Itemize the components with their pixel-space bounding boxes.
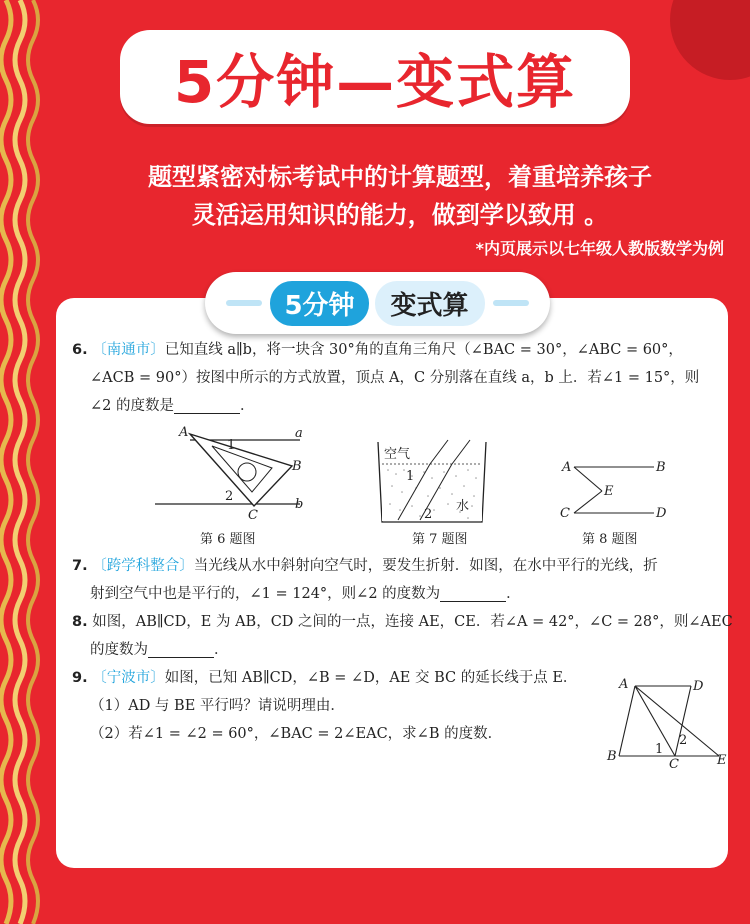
question-number: 6.	[72, 342, 88, 358]
label-b-line: b	[295, 497, 304, 512]
angle-2-label: 2	[679, 733, 688, 748]
label-c-point: C	[248, 508, 258, 522]
question-text: 已知直线 a∥b，将一块含 30°角的直角三角尺（∠BAC = 30°，∠ABC = 60°，	[164, 342, 683, 358]
question-text: ．	[506, 586, 521, 602]
question-text: ∠ACB = 90°）按图中所示的方式放置，顶点 A，C 分别落在直线 a，b 上．若∠1 = 15°，则	[90, 370, 700, 386]
gold-ribbon-decoration	[0, 0, 42, 924]
label-e: E	[604, 484, 614, 499]
question-text: 当光线从水中斜射向空气时，要发生折射．如图，在水中平行的光线，折	[193, 558, 658, 574]
source-tag: 〔跨学科整合〕	[92, 558, 194, 574]
label-a: A	[619, 677, 629, 692]
question-number: 8.	[72, 614, 88, 630]
source-tag: 〔南通市〕	[92, 342, 165, 358]
badge-time-label: 5分钟	[270, 281, 368, 326]
figure-7-caption: 第 7 题图	[412, 532, 468, 547]
subtitle-line-2: 灵活运用知识的能力，做到学以致用 。	[191, 201, 609, 229]
question-text: ∠2 的度数是	[90, 398, 174, 414]
figure-7-diagram	[372, 436, 492, 526]
label-d: D	[693, 679, 704, 694]
section-badge	[205, 272, 550, 334]
figure-9-diagram	[605, 674, 730, 769]
air-label: 空气	[384, 447, 411, 462]
label-b-point: B	[292, 459, 302, 474]
corner-decoration	[670, 0, 750, 80]
question-text: （2）若∠1 = ∠2 = 60°，∠BAC = 2∠EAC，求∠B 的度数．	[90, 726, 503, 742]
source-tag: 〔宁波市〕	[92, 670, 165, 686]
answer-blank	[148, 643, 214, 658]
question-text: ．	[239, 398, 255, 414]
badge-decoration	[493, 300, 529, 306]
angle-1-label: 1	[655, 742, 664, 757]
question-6	[72, 336, 699, 420]
question-text: 如图，AB∥CD，E 为 AB，CD 之间的一点，连接 AE，CE．若∠A = 42°，∠C = 28°，则∠AEC	[92, 614, 733, 630]
page-title: 5分钟—变式算	[173, 48, 577, 116]
label-b: B	[656, 460, 666, 475]
answer-blank	[174, 399, 240, 414]
answer-blank	[440, 587, 506, 602]
question-text: 射到空气中也是平行的，∠1 = 124°，则∠2 的度数为	[90, 586, 441, 602]
label-a-line: a	[295, 426, 303, 441]
badge-topic-label: 变式算	[375, 281, 485, 326]
question-text: 如图，已知 AB∥CD，∠B = ∠D，AE 交 BC 的延长线于点 E．	[164, 670, 578, 686]
label-b: B	[607, 749, 617, 764]
question-9	[72, 664, 577, 748]
question-text: （1）AD 与 BE 平行吗？请说明理由．	[90, 698, 345, 714]
angle-1-label: 1	[227, 438, 236, 453]
label-d: D	[656, 506, 667, 521]
edition-note: *内页展示以七年级人教版数学为例	[475, 239, 724, 258]
figure-8-diagram	[560, 455, 680, 525]
angle-2-label: 2	[225, 489, 234, 504]
question-text: ．	[214, 642, 229, 658]
label-a: A	[562, 460, 572, 475]
label-e: E	[717, 753, 727, 768]
question-number: 9.	[72, 670, 88, 686]
figure-8-caption: 第 8 题图	[582, 532, 638, 547]
figure-6-caption: 第 6 题图	[200, 532, 256, 547]
label-a-point: A	[179, 425, 189, 440]
question-7	[72, 552, 658, 608]
subtitle-line-1: 题型紧密对标考试中的计算题型，着重培养孩子	[148, 163, 652, 191]
title-banner	[120, 30, 630, 124]
question-text: 的度数为	[90, 642, 148, 658]
water-label: 水	[456, 499, 470, 514]
angle-2-label: 2	[424, 507, 433, 522]
label-c: C	[560, 506, 570, 521]
figure-6-diagram	[150, 422, 310, 522]
label-c: C	[669, 757, 679, 769]
angle-1-label: 1	[406, 469, 415, 484]
question-number: 7.	[72, 558, 88, 574]
question-8	[72, 608, 733, 664]
badge-decoration	[226, 300, 262, 306]
